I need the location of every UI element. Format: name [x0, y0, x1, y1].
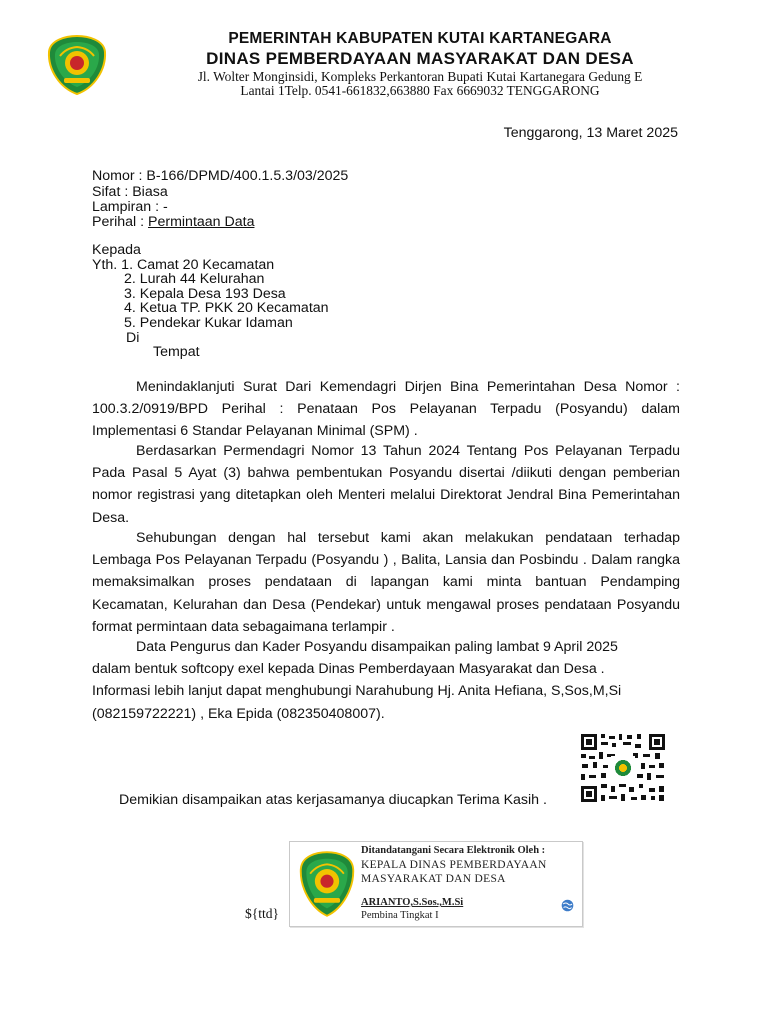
signature-placeholder: ${ttd} [245, 906, 279, 921]
body-paragraph-2: Berdasarkan Permendagri Nomor 13 Tahun 2024 Tentang Pos Pelayanan Terpadu Pada Pasal 5 Ayat (3) bahwa pembentukan Posyandu disertai /diikuti dengan pemberian nomor registrasi yang ditetapkan oleh Menteri melalui Direktorat Jendral Bina Pemerintahan Desa. [92, 443, 680, 526]
paragraph-4-line: (082159722221) , Eka Epida (082350408007). [92, 705, 385, 722]
recipient-item: Yth. 1. Camat 20 Kecamatan [92, 257, 275, 273]
body-paragraph-3: Sehubungan dengan hal tersebut kami akan melakukan pendataan terhadap Lembaga Pos Pelayanan Terpadu (Posyandu ) , Balita, Lansia dan Posbindu . Dalam rangka memaksimalkan proses pendataan di lapangan kami minta bantuan Pendamping Kecamatan, Kelurahan dan Desa (Pendekar) untuk mengawal proses pendataan Posyandu format permintaan data sebagaimana terlampir . [92, 530, 680, 635]
paragraph-4-line: dalam bentuk softcopy exel kepada Dinas Pemberdayaan Masyarakat dan Desa . [92, 661, 605, 678]
letter-nature: Sifat : Biasa [92, 184, 168, 200]
recipient-item: 5. Pendekar Kukar Idaman [124, 315, 293, 331]
signature-position-line2: MASYARAKAT DAN DESA [361, 873, 506, 885]
letter-attachment: Lampiran : - [92, 199, 168, 215]
letterhead-government: PEMERINTAH KABUPATEN KUTAI KARTANEGARA [228, 30, 612, 47]
body-paragraph-1: Menindaklanjuti Surat Dari Kemendagri Dirjen Bina Pemerintahan Desa Nomor : 100.3.2/0919/BPD Perihal : Penataan Pos Pelayanan Terpadu (Posyandu) dalam Implementasi 6 Standar Pelayanan Minimal (SPM) . [92, 379, 680, 440]
recipient-place: Tempat [153, 344, 200, 360]
globe-icon [561, 899, 574, 912]
recipient-item: 3. Kepala Desa 193 Desa [124, 286, 286, 302]
kutai-kartanegara-emblem-icon [298, 848, 356, 920]
letterhead-address-line1: Jl. Wolter Monginsidi, Kompleks Perkantoran Bupati Kutai Kartanegara Gedung E [197, 69, 643, 84]
subject-label: Perihal : [92, 214, 148, 230]
recipients-heading: Kepada [92, 242, 141, 258]
signature-rank: Pembina Tingkat I [361, 910, 439, 921]
letterhead-agency: DINAS PEMBERDAYAAN MASYARAKAT DAN DESA [206, 49, 634, 68]
kutai-kartanegara-emblem-icon [46, 34, 108, 96]
paragraph-4-line: Data Pengurus dan Kader Posyandu disampaikan paling lambat 9 April 2025 [136, 639, 618, 655]
qr-code-icon [579, 732, 667, 804]
recipient-item: 4. Ketua TP. PKK 20 Kecamatan [124, 300, 329, 316]
body-paragraph-4 [92, 636, 621, 725]
subject-value: Permintaan Data [148, 214, 255, 230]
signature-signed-by-label: Ditandatangani Secara Elektronik Oleh : [361, 845, 546, 856]
recipient-di: Di [126, 330, 140, 346]
paragraph-4-line: Informasi lebih lanjut dapat menghubungi Narahubung Hj. Anita Hefiana, S,Sos,M,Si [92, 683, 622, 700]
letterhead-address-line2: Lantai 1Telp. 0541-661832,663880 Fax 6669032 TENGGARONG [240, 83, 600, 98]
letter-number: Nomor : B-166/DPMD/400.1.5.3/03/2025 [92, 168, 349, 184]
letter-subject [92, 215, 254, 231]
recipient-item: 2. Lurah 44 Kelurahan [124, 271, 265, 287]
signature-position-line1: KEPALA DINAS PEMBERDAYAAN [361, 859, 547, 871]
letter-date: Tenggarong, 13 Maret 2025 [503, 125, 678, 141]
signature-name: ARIANTO,S.Sos.,M.Si [361, 897, 464, 908]
closing-sentence: Demikian disampaikan atas kerjasamanya diucapkan Terima Kasih . [119, 792, 547, 808]
